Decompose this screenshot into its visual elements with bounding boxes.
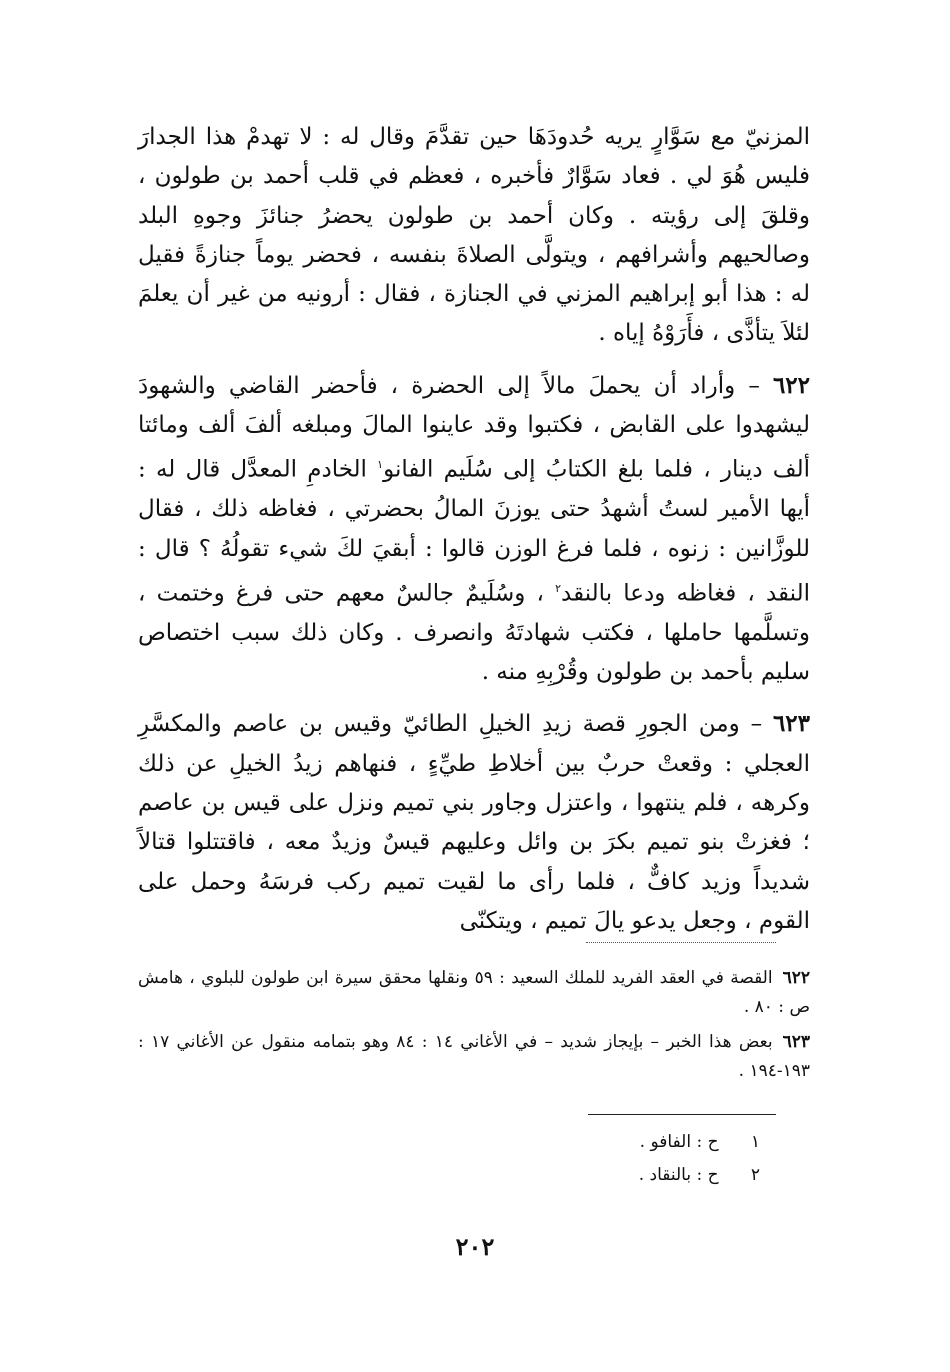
paragraph-text: – ومن الجورِ قصة زيدِ الخيلِ الطائيّ وقيس بن عاصم والمكسَّرِ العجلي : وقعتْ حربٌ بين أخلاطِ طيِّءٍ ، فنهاهم زيدُ الخيلِ عن ذلك وكرهه ، فلم ينتهوا ، واعتزل وجاور بني تميم ونزل على قيس بن عاصم ؛ فغزتْ بنو تميم بكرَ بن وائل وعليهم قيسٌ وزيدٌ معه ، فاقتتلوا قتالاً شديداً وزيد كافٌّ ، فلما رأى ما لقيت تميم ركب فرسَهُ وحمل على القوم ، وجعل يدعو يالَ تميم ، ويتكنّى: [138, 711, 810, 934]
variant-notes: [639, 1126, 760, 1192]
paragraph-623: [138, 704, 810, 941]
paragraph-text-end: ، وسُلَيمٌ جالسٌ معهم حتى فرغ وختمت ، وتسلَّمها حاملها ، فكتب شهادتَهُ وانصرف . وكان ذلك سبب اختصاص سليم بأحمد بن طولون وقُرْبِهِ منه .: [138, 580, 810, 686]
paragraph-number: ٦٢٣: [772, 710, 810, 738]
variant-marker: ٢: [555, 581, 562, 595]
footnote-622: [138, 964, 810, 1022]
variant-note-text: ح : الفافو .: [639, 1132, 719, 1152]
paragraph-text-cont: الخادمِ المعدَّل قال له : أيها الأمير لستُ أشهدُ حتى يوزنَ المالُ بحضرتي ، فغاظه ذلك ، فقال للوزَّانين : زنوه ، فلما فرغ الوزن قالوا : أبقيَ لكَ شيء تقولُهُ ؟ قال : النقد ، فغاظه ودعا بالنقد: [138, 457, 811, 607]
footnote-text: بعض هذا الخبر – بإيجاز شديد – في الأغاني ١٤ : ٨٤ وهو بتمامه منقول عن الأغاني ١٧ : ١٩٣-١٩٤ .: [138, 1032, 810, 1081]
variant-note-key: ١: [750, 1132, 760, 1152]
variant-note-key: ٢: [750, 1165, 760, 1185]
footnote-separator: [586, 942, 776, 943]
footnotes: [138, 964, 810, 1092]
paragraph-number: ٦٢٢: [772, 371, 811, 399]
variant-marker: ١: [377, 458, 384, 472]
footnote-number: ٦٢٢: [782, 968, 810, 988]
footnote-number: ٦٢٣: [782, 1032, 810, 1052]
variant-note-1: [639, 1126, 760, 1159]
paragraph-622: [138, 366, 810, 693]
footnote-623: [138, 1028, 810, 1086]
main-text: [138, 118, 810, 941]
variant-notes-separator: [588, 1114, 776, 1115]
variant-note-text: ح : بالنقاد .: [638, 1165, 719, 1185]
variant-note-2: [639, 1159, 760, 1192]
footnote-text: القصة في العقد الفريد للملك السعيد : ٥٩ ونقلها محقق سيرة ابن طولون للبلوي ، هامش ص : ٨٠ .: [138, 968, 810, 1017]
paragraph-continuation: [138, 118, 810, 354]
paragraph-text: المزنيّ مع سَوَّارٍ يريه حُدودَهَا حين تقدَّمَ وقال له : لا تهدمْ هذا الجدارَ فليس هُوَ لي . فعاد سَوَّارٌ فأخبره ، فعظم في قلب أحمد بن طولون ، وقلقَ إلى رؤيته . وكان أحمد بن طولون يحضرُ جنائزَ وجوهِ البلد وصالحيهم وأشرافهم ، ويتولَّى الصلاةَ بنفسه ، فحضر يوماً جنازةً فقيل له : هذا أبو إبراهيم المزني في الجنازة ، فقال : أرونيه من غير أن يعلمَ لئلاَ يتأذَّى ، فأَرَوْهُ إياه .: [138, 124, 810, 347]
page-number: ٢٠٢: [455, 1232, 495, 1261]
paragraph-text: – وأراد أن يحملَ مالاً إلى الحضرة ، فأحضر القاضي والشهودَ ليشهدوا على القابض ، فكتبوا وقد عاينوا المالَ ومبلغه ألفَ ألف ومائتا ألف دينار ، فلما بلغ الكتابُ إلى سُلَيم الفانو: [138, 372, 810, 484]
